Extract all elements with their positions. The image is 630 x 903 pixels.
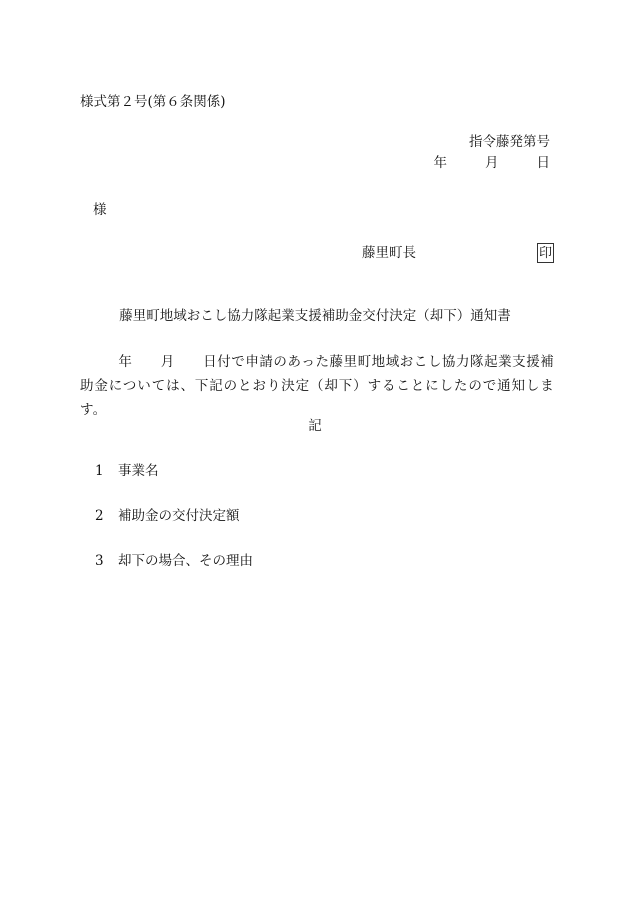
item-label: 補助金の交付決定額 bbox=[118, 508, 240, 524]
list-item bbox=[95, 465, 159, 479]
item-number: 3 bbox=[95, 553, 104, 569]
document-title: 藤里町地域おこし協力隊起業支援補助金交付決定（却下）通知書 bbox=[119, 308, 511, 324]
issuer-title: 藤里町長 bbox=[362, 245, 416, 261]
date-day: 日 bbox=[536, 155, 550, 171]
body-month: 月 bbox=[160, 354, 175, 370]
item-label: 却下の場合、その理由 bbox=[118, 553, 253, 569]
addressee-honorific: 様 bbox=[93, 202, 107, 218]
date-line bbox=[434, 157, 551, 171]
body-rest: 日付で申請のあった藤里町地域おこし協力隊起業支援補助金については、下記のとおり決定（却下）することにしたので通知します。 bbox=[80, 354, 554, 418]
date-year: 年 bbox=[433, 155, 447, 171]
date-month: 月 bbox=[485, 155, 499, 171]
form-label: 様式第２号(第６条関係) bbox=[80, 94, 226, 110]
list-item bbox=[95, 555, 253, 569]
body-paragraph bbox=[80, 350, 554, 422]
document-number: 指令藤発第号 bbox=[469, 134, 550, 150]
item-number: 1 bbox=[95, 463, 104, 479]
body-year: 年 bbox=[118, 354, 133, 370]
item-number: 2 bbox=[95, 508, 104, 524]
list-item bbox=[95, 510, 240, 524]
ki-heading: 記 bbox=[308, 418, 322, 434]
item-label: 事業名 bbox=[118, 463, 159, 479]
seal-mark: 印 bbox=[537, 243, 554, 263]
